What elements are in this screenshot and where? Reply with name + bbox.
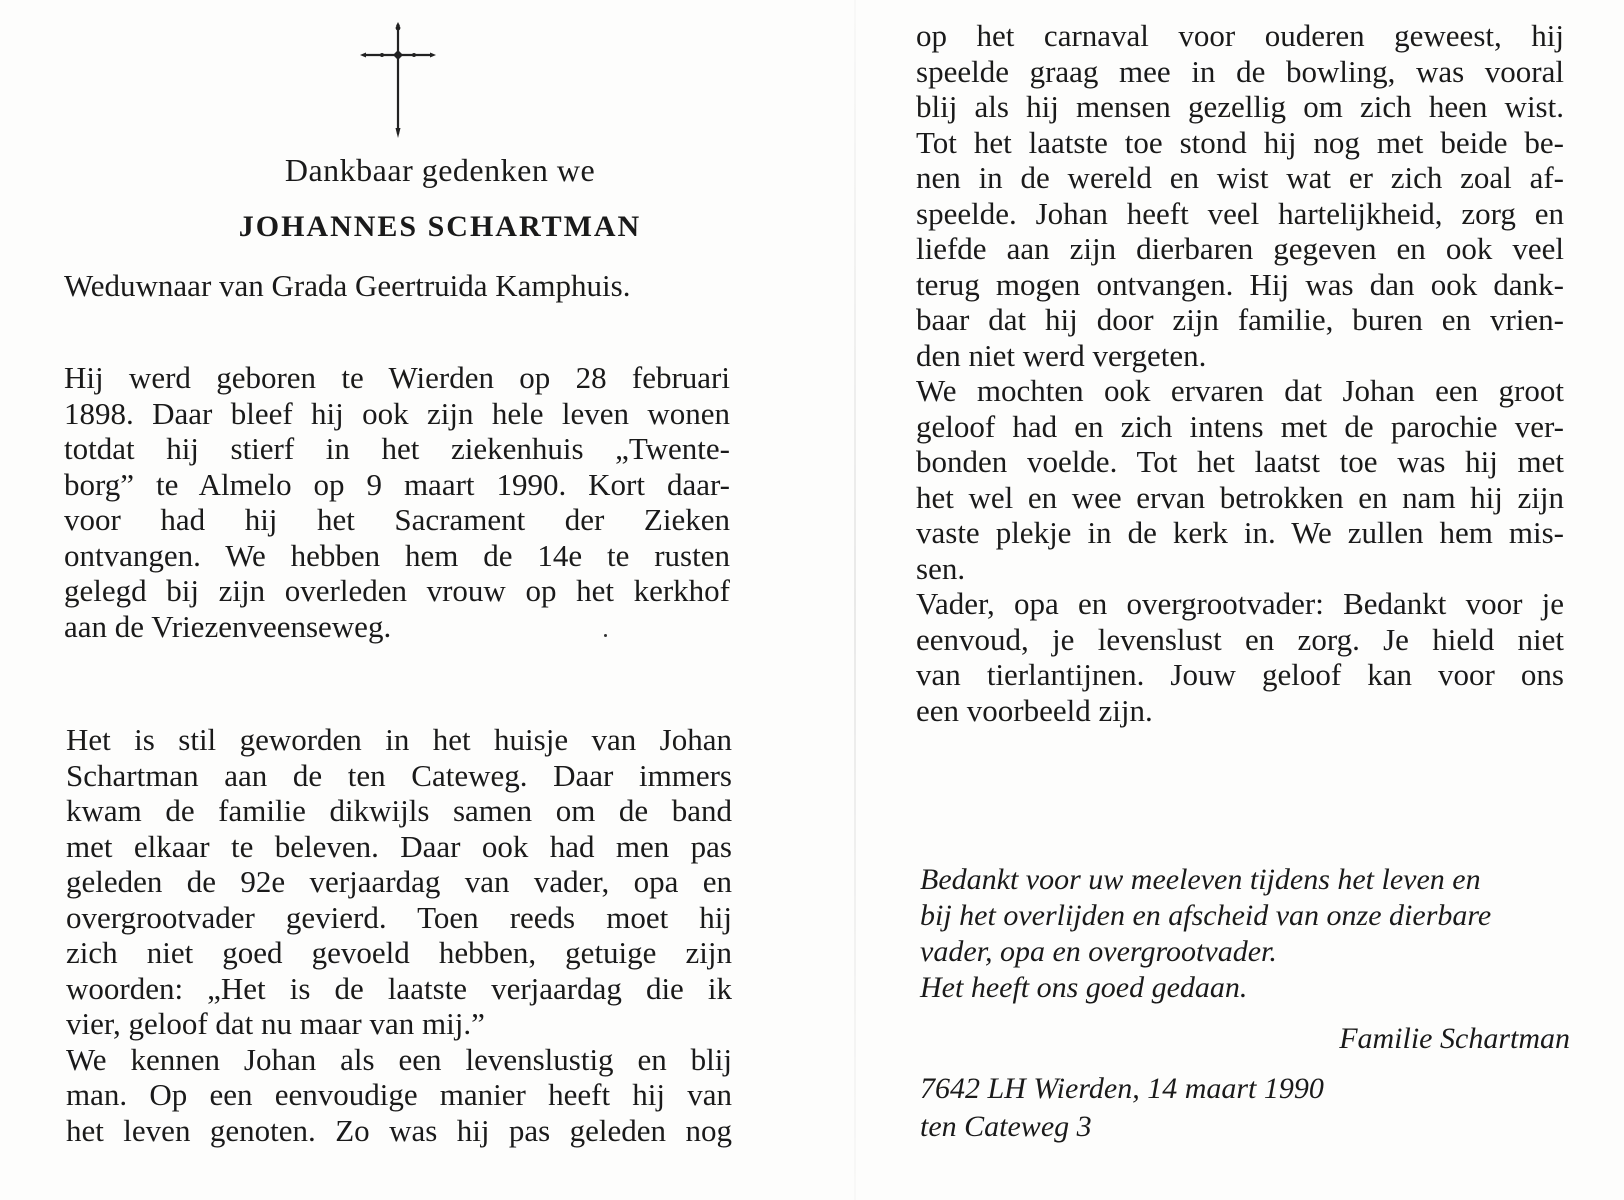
text-line: bonden voelde. Tot het laatst toe was hij met [916,444,1564,479]
text-line: zich niet goed gevoeld hebben, getuige zijn [66,935,732,970]
text-line: vaste plekje in de kerk in. We zullen hem mis- [916,515,1564,550]
text-line: Het heeft ons goed gedaan. [920,971,1248,1004]
text-line: van tierlantijnen. Jouw geloof kan voor ons [916,657,1564,692]
text-line: met elkaar te beleven. Daar ook had men pas [66,828,732,864]
text-line: ontvangen. We hebben hem de 14e te rusten [64,537,730,573]
text-line: Hij werd geboren te Wierden op 28 februari [64,360,730,395]
text-line: nen in de wereld en wist wat er zich zoal af- [916,160,1564,195]
text-line: liefde aan zijn dierbaren gegeven en ook veel [916,231,1564,266]
text-line: gelegd bij zijn overleden vrouw op het kerkhof [64,573,730,608]
text-line: het wel en wee ervan betrokken en nam hij zijn [916,479,1564,515]
text-line: het leven genoten. Zo was hij pas geleden nog [66,1112,732,1148]
text-line: Schartman aan de ten Cateweg. Daar immers [66,757,732,793]
text-line: terug mogen ontvangen. Hij was dan ook dank- [916,266,1564,302]
text-line: baar dat hij door zijn familie, buren en vrien- [916,302,1564,337]
text-line: 1898. Daar bleef hij ook zijn hele leven wonen [64,395,730,431]
address-line: ten Cateweg 3 [920,1110,1092,1143]
text-line: man. Op een eenvoudige manier heeft hij van [66,1077,732,1112]
text-line: vier, geloof dat nu maar van mij.” [66,1006,485,1041]
text-line: voor had hij het Sacrament der Zieken [64,502,730,537]
widow-line: Weduwnaar van Grada Geertruida Kamphuis. [64,268,631,303]
biography-paragraph [64,360,730,644]
text-line: We mochten ook ervaren dat Johan een groot [916,373,1564,408]
text-line: geloof had en zich intens met de parochie ver- [916,408,1564,444]
text-line: geleden de 92e verjaardag van vader, opa en [66,864,732,899]
text-line: sen. [916,550,966,586]
text-line: totdat hij stierf in het ziekenhuis „Twente- [64,431,730,466]
continuation-paragraph [916,18,1564,728]
text-line: We kennen Johan als een levenslustig en blij [66,1041,732,1077]
text-line: op het carnaval voor ouderen geweest, hij [916,18,1564,53]
text-line: een voorbeeld zijn. [916,692,1153,728]
text-line: speelde. Johan heeft veel hartelijkheid, zorg en [916,195,1564,231]
thanks-message [920,862,1570,1006]
text-line: bij het overlijden en afscheid van onze dierbare [920,899,1492,932]
family-signature: Familie Schartman [1339,1022,1570,1055]
intro-line: Dankbaar gedenken we [284,152,596,188]
text-line: aan de Vriezenveenseweg. [64,608,392,644]
text-line: speelde graag mee in de bowling, was vooral [916,53,1564,89]
text-line: overgrootvader gevierd. Toen reeds moet hij [66,899,732,935]
text-line: eenvoud, je levenslust en zorg. Je hield niet [916,621,1564,657]
address-block [920,1070,1520,1146]
text-line: Vader, opa en overgrootvader: Bedankt voor je [916,586,1564,621]
text-line: Bedankt voor uw meeleven tijdens het leven en [920,863,1481,896]
text-line: den niet werd vergeten. [916,337,1207,373]
text-line: Tot het laatste toe stond hij nog met beide be- [916,124,1564,160]
cross-icon [358,22,438,140]
text-line: blij als hij mensen gezellig om zich heen wist. [916,89,1564,124]
deceased-name: JOHANNES SCHARTMAN [238,210,642,243]
memory-paragraph [66,722,732,1148]
text-line: vader, opa en overgrootvader. [920,935,1277,968]
text-line: kwam de familie dikwijls samen om de band [66,793,732,828]
text-line: woorden: „Het is de laatste verjaardag die ik [66,970,732,1006]
page-fold [854,0,856,1200]
address-line: 7642 LH Wierden, 14 maart 1990 [920,1072,1324,1105]
ink-speck [604,634,607,637]
text-line: Het is stil geworden in het huisje van Johan [66,722,732,757]
text-line: borg” te Almelo op 9 maart 1990. Kort daar- [64,466,730,502]
